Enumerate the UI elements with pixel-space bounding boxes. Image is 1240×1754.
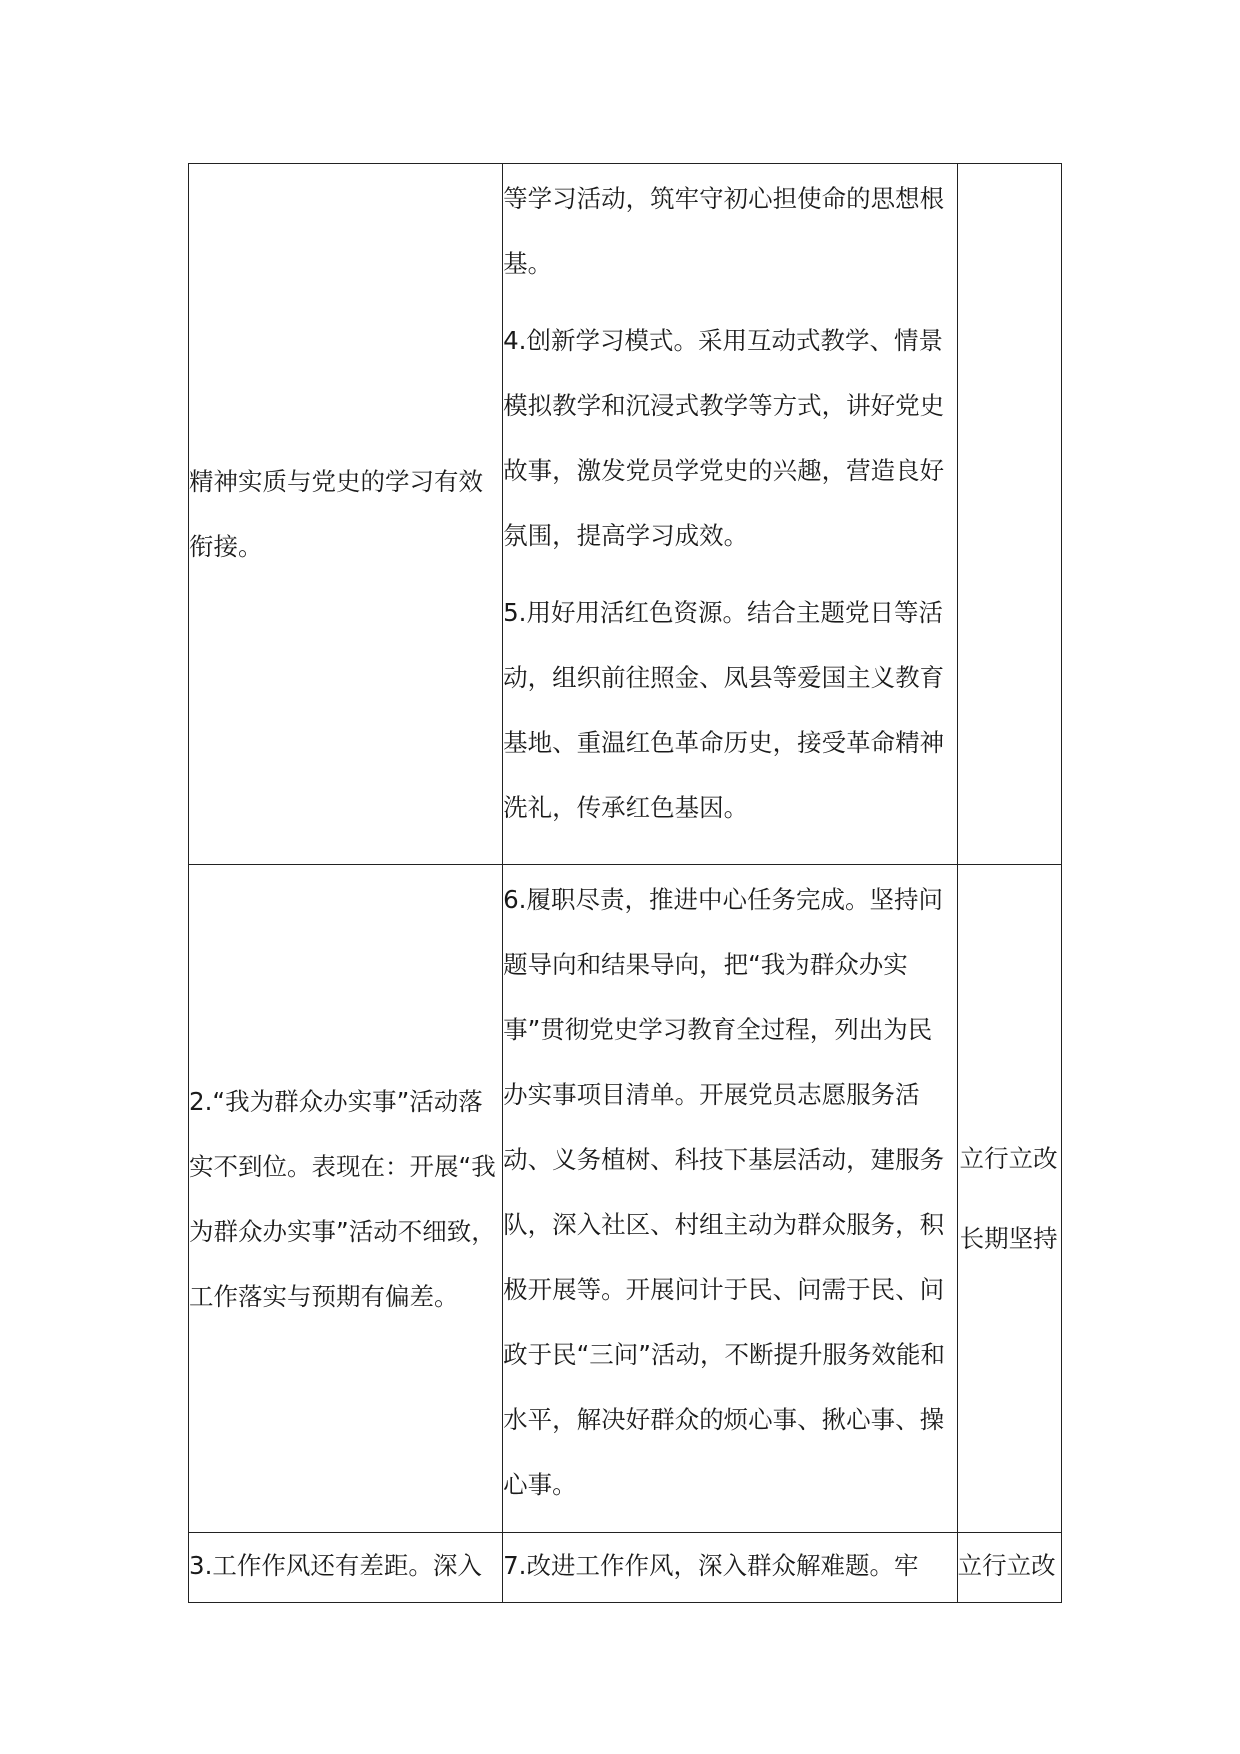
table-row <box>189 1533 1062 1603</box>
problem-text: 2.“我为群众办实事”活动落实不到位。表现在：开展“我为群众办实事”活动不细致，工作落实与预期有偏差。 <box>189 1086 496 1311</box>
problem-cell <box>189 164 503 865</box>
deadline-secondary: 长期坚持 <box>959 1223 1058 1253</box>
measure-paragraph: 6.履职尽责，推进中心任务完成。坚持问题导向和结果导向，把“我为群众办实事”贯彻党史学习教育全过程，列出为民办实事项目清单。开展党员志愿服务活动、义务植树、科技下基层活动，建服务队，深入社区、村组主动为群众服务，积极开展等。开展问计于民、问需于民、问政于民“三问”活动，不断提升服务效能和水平，解决好群众的烦心事、揪心事、操心事。 <box>503 885 945 1499</box>
deadline-primary: 立行立改 <box>959 1143 1058 1173</box>
table-row <box>189 865 1062 1533</box>
table-row <box>189 164 1062 865</box>
measure-paragraph: 7.改进工作作风，深入群众解难题。牢 <box>503 1551 919 1580</box>
measure-text-block <box>503 1533 957 1598</box>
deadline-cell <box>957 865 1061 1533</box>
problem-cell <box>189 865 503 1533</box>
measure-cell <box>503 865 958 1533</box>
problem-cell <box>189 1533 503 1603</box>
measure-paragraph: 等学习活动，筑牢守初心担使命的思想根基。 <box>503 184 945 278</box>
problem-text: 3.工作作风还有差距。深入 <box>189 1551 482 1580</box>
measure-cell <box>503 1533 958 1603</box>
problem-text: 精神实质与党史的学习有效衔接。 <box>189 467 483 561</box>
measure-text-block <box>503 865 957 1517</box>
measure-paragraph: 4.创新学习模式。采用互动式教学、情景模拟教学和沉浸式教学等方式，讲好党史故事，激发党员学党史的兴趣，营造良好氛围，提高学习成效。 <box>503 326 945 550</box>
measure-text-block <box>503 164 957 840</box>
deadline-text: 立行立改 <box>957 1551 1056 1580</box>
measure-cell <box>503 164 958 865</box>
deadline-cell <box>957 164 1061 865</box>
rectification-table <box>188 163 1062 1603</box>
measure-paragraph: 5.用好用活红色资源。结合主题党日等活动，组织前往照金、凤县等爱国主义教育基地、重温红色革命历史，接受革命精神洗礼，传承红色基因。 <box>503 598 945 822</box>
deadline-cell <box>957 1533 1061 1603</box>
